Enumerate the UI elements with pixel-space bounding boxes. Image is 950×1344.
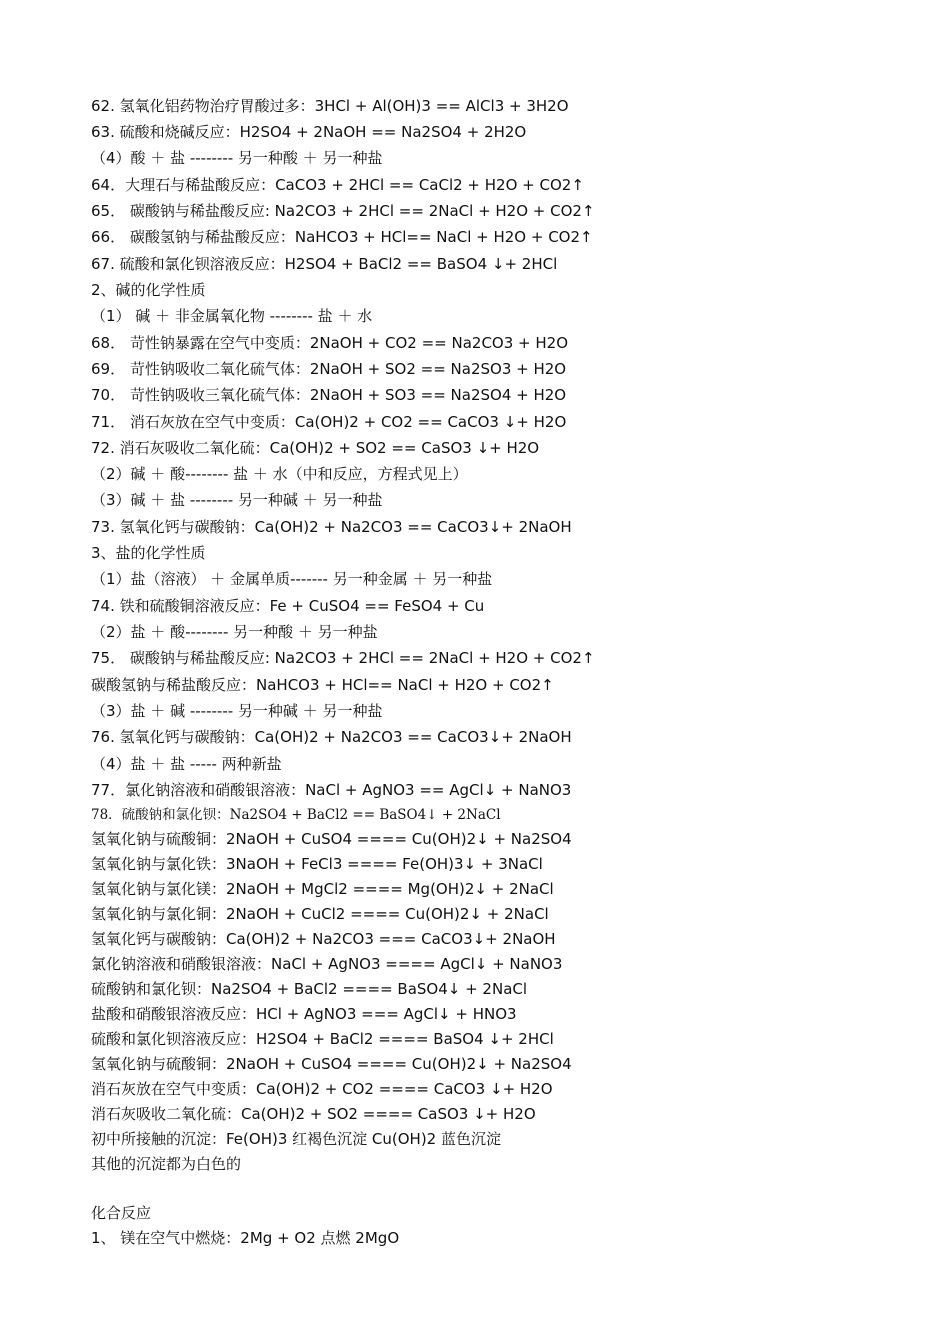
precipitate-note-white: 其他的沉淀都为白色的 [91, 1155, 242, 1173]
equation-line-naoh-mgcl2: 氢氧化钠与氯化镁：2NaOH + MgCl2 ==== Mg(OH)2↓ + 2NaCl [91, 880, 554, 898]
section-heading-base: 2、碱的化学性质 [91, 281, 206, 299]
equation-line-caoh2-co2: 消石灰放在空气中变质：Ca(OH)2 + CO2 ==== CaCO3 ↓+ H2O [91, 1080, 553, 1098]
equation-line-70: 70． 苛性钠吸收三氧化硫气体：2NaOH + SO3 == Na2SO4 + H2O [91, 386, 567, 404]
equation-line-na2so4-bacl2: 硫酸钠和氯化钡：Na2SO4 + BaCl2 ==== BaSO4↓ + 2NaCl [91, 980, 528, 998]
section-heading-salt: 3、盐的化学性质 [91, 544, 206, 562]
equation-line-75: 75． 碳酸钠与稀盐酸反应: Na2CO3 + 2HCl == 2NaCl + H2O + CO2↑ [91, 649, 595, 667]
equation-line-67: 67. 硫酸和氯化钡溶液反应：H2SO4 + BaCl2 == BaSO4 ↓+ 2HCl [91, 255, 558, 273]
equation-line-nacl-agno3: 氯化钠溶液和硝酸银溶液：NaCl + AgNO3 ==== AgCl↓ + NaNO3 [91, 955, 563, 973]
section-heading-combination: 化合反应 [91, 1204, 152, 1222]
subheading-base-oxide: （1） 碱 ＋ 非金属氧化物 -------- 盐 ＋ 水 [91, 307, 373, 325]
equation-line-caoh2-na2co3: 氢氧化钙与碳酸钠：Ca(OH)2 + Na2CO3 === CaCO3↓+ 2NaOH [91, 930, 556, 948]
equation-line-h2so4-bacl2: 硫酸和氯化钡溶液反应：H2SO4 + BaCl2 ==== BaSO4 ↓+ 2HCl [91, 1030, 554, 1048]
equation-line-74: 74. 铁和硫酸铜溶液反应：Fe + CuSO4 == FeSO4 + Cu [91, 597, 485, 615]
equation-line-71: 71． 消石灰放在空气中变质：Ca(OH)2 + CO2 == CaCO3 ↓+ H2O [91, 413, 567, 431]
subheading-salt-acid: （2）盐 ＋ 酸-------- 另一种酸 ＋ 另一种盐 [91, 623, 378, 641]
subheading-salt-salt: （4）盐 ＋ 盐 ----- 两种新盐 [91, 755, 282, 773]
equation-line-72: 72. 消石灰吸收二氧化硫：Ca(OH)2 + SO2 == CaSO3 ↓+ H2O [91, 439, 540, 457]
equation-line-caoh2-so2: 消石灰吸收二氧化硫：Ca(OH)2 + SO2 ==== CaSO3 ↓+ H2O [91, 1105, 536, 1123]
equation-line-nahco3: 碳酸氢钠与稀盐酸反应：NaHCO3 + HCl== NaCl + H2O + CO2↑ [91, 676, 554, 694]
equation-line-73: 73. 氢氧化钙与碳酸钠：Ca(OH)2 + Na2CO3 == CaCO3↓+ 2NaOH [91, 518, 572, 536]
subheading-acid-salt: （4）酸 ＋ 盐 -------- 另一种酸 ＋ 另一种盐 [91, 149, 383, 167]
equation-line-78: 78．硫酸钠和氯化钡：Na2SO4 + BaCl2 == BaSO4↓ + 2NaCl [91, 807, 501, 823]
equation-line-naoh-cuso4-repeat: 氢氧化钠与硫酸铜：2NaOH + CuSO4 ==== Cu(OH)2↓ + Na2SO4 [91, 1055, 572, 1073]
subheading-base-acid: （2）碱 ＋ 酸-------- 盐 ＋ 水（中和反应，方程式见上） [91, 465, 468, 483]
subheading-salt-base: （3）盐 ＋ 碱 -------- 另一种碱 ＋ 另一种盐 [91, 702, 383, 720]
equation-line-naoh-cucl2: 氢氧化钠与氯化铜：2NaOH + CuCl2 ==== Cu(OH)2↓ + 2NaCl [91, 905, 549, 923]
equation-line-naoh-fecl3: 氢氧化钠与氯化铁：3NaOH + FeCl3 ==== Fe(OH)3↓ + 3NaCl [91, 855, 543, 873]
equation-line-68: 68． 苛性钠暴露在空气中变质：2NaOH + CO2 == Na2CO3 + H2O [91, 334, 569, 352]
equation-line-mg-combustion: 1、 镁在空气中燃烧：2Mg + O2 点燃 2MgO [91, 1229, 400, 1247]
equation-line-65: 65． 碳酸钠与稀盐酸反应: Na2CO3 + 2HCl == 2NaCl + H2O + CO2↑ [91, 202, 595, 220]
equation-line-66: 66． 碳酸氢钠与稀盐酸反应：NaHCO3 + HCl== NaCl + H2O + CO2↑ [91, 228, 593, 246]
equation-line-64: 64．大理石与稀盐酸反应：CaCO3 + 2HCl == CaCl2 + H2O + CO2↑ [91, 176, 584, 194]
equation-line-69: 69． 苛性钠吸收二氧化硫气体：2NaOH + SO2 == Na2SO3 + H2O [91, 360, 567, 378]
equation-line-76: 76. 氢氧化钙与碳酸钠：Ca(OH)2 + Na2CO3 == CaCO3↓+ 2NaOH [91, 728, 572, 746]
equation-line-naoh-cuso4: 氢氧化钠与硫酸铜：2NaOH + CuSO4 ==== Cu(OH)2↓ + Na2SO4 [91, 830, 572, 848]
precipitate-note: 初中所接触的沉淀：Fe(OH)3 红褐色沉淀 Cu(OH)2 蓝色沉淀 [91, 1130, 501, 1148]
subheading-base-salt: （3）碱 ＋ 盐 -------- 另一种碱 ＋ 另一种盐 [91, 491, 383, 509]
equation-line-77: 77．氯化钠溶液和硝酸银溶液：NaCl + AgNO3 == AgCl↓ + NaNO3 [91, 781, 572, 799]
subheading-salt-metal: （1）盐（溶液） ＋ 金属单质------- 另一种金属 ＋ 另一种盐 [91, 570, 493, 588]
equation-line-63: 63. 硫酸和烧碱反应：H2SO4 + 2NaOH == Na2SO4 + 2H2O [91, 123, 527, 141]
equation-line-62: 62. 氢氧化铝药物治疗胃酸过多：3HCl + Al(OH)3 == AlCl3 + 3H2O [91, 97, 569, 115]
equation-line-hcl-agno3: 盐酸和硝酸银溶液反应：HCl + AgNO3 === AgCl↓ + HNO3 [91, 1005, 517, 1023]
